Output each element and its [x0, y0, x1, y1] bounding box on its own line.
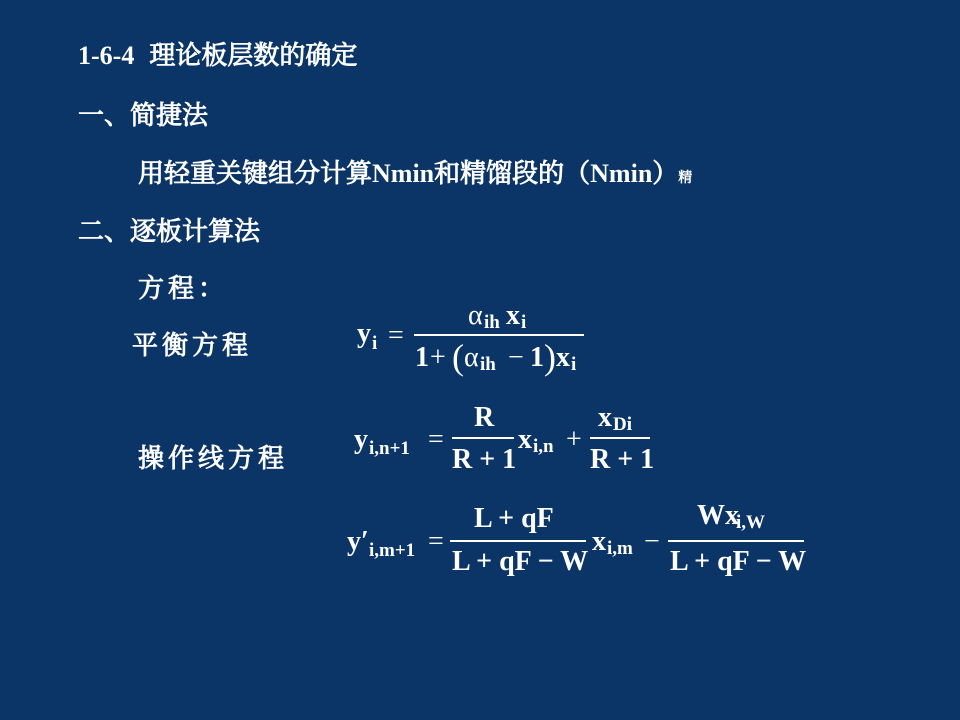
eq3-frac2-den: L + qF − W — [670, 546, 807, 577]
eq2-lhs: y — [354, 424, 368, 455]
eq3-lhs: y′ — [347, 526, 369, 557]
balance-equation-label: 平衡方程 — [132, 331, 253, 361]
eq3-frac1-bar — [450, 540, 586, 542]
eq1-den-rparen: ) — [544, 337, 556, 377]
eq1-lhs: y — [357, 318, 371, 349]
eq2-x-sub: i,n — [533, 436, 554, 457]
eq1-den-minus: − — [508, 342, 524, 373]
eq3-frac1-den: L + qF − W — [452, 546, 589, 577]
eq3-frac2-num-sub: i,W — [736, 512, 766, 533]
eq1-num-x-sub: i — [521, 312, 527, 333]
equations-label: 方程： — [138, 274, 229, 304]
eq2-frac1-num: R — [474, 402, 495, 433]
eq1-den-x-sub: i — [571, 354, 577, 375]
desc-subscript: 精 — [678, 170, 693, 186]
eq1-num-alpha-sub: ih — [484, 312, 500, 333]
eq1-den-one2: 1 — [530, 342, 544, 373]
eq3-minus: − — [644, 526, 660, 557]
desc-nmin-2: Nmin — [590, 159, 653, 188]
desc-close: ） — [652, 159, 679, 189]
eq1-den-lparen: ( — [452, 337, 464, 377]
eq1-den-alpha: α — [464, 342, 479, 373]
eq1-den-x: x — [556, 342, 570, 373]
eq3-x: x — [592, 526, 606, 557]
eq3-frac2-num: Wx — [697, 500, 739, 531]
method2-heading: 二、逐板计算法 — [78, 217, 261, 247]
eq3-frac2-bar — [668, 540, 804, 542]
eq3-lhs-sub: i,m+1 — [369, 540, 416, 561]
eq2-frac2-num: x — [598, 402, 612, 433]
section-number: 1-6-4 — [78, 41, 135, 70]
desc-pre: 用轻重关键组分计算 — [138, 159, 373, 189]
eq1-den-alpha-sub: ih — [480, 354, 496, 375]
eq1-den-plus: + — [430, 342, 446, 373]
eq1-equals: = — [388, 320, 404, 351]
desc-nmin-1: Nmin — [372, 159, 435, 188]
method1-heading: 一、简捷法 — [78, 101, 209, 131]
eq1-lhs-sub: i — [372, 333, 378, 354]
operating-line-label: 操作线方程 — [138, 444, 289, 474]
eq1-den-one: 1 — [415, 342, 429, 373]
eq1-num-alpha: α — [468, 300, 483, 331]
desc-mid: 和精馏段的（ — [434, 159, 591, 189]
eq2-plus: + — [566, 424, 582, 455]
eq3-x-sub: i,m — [607, 538, 633, 559]
eq1-num-x: x — [506, 300, 520, 331]
eq2-lhs-sub: i,n+1 — [369, 438, 410, 459]
eq3-frac1-num: L + qF — [474, 503, 554, 534]
eq2-frac2-den: R + 1 — [590, 444, 655, 475]
eq2-frac1-den: R + 1 — [452, 444, 517, 475]
eq2-x: x — [518, 424, 532, 455]
eq2-equals: = — [428, 424, 444, 455]
eq3-equals: = — [428, 526, 444, 557]
eq2-frac2-num-sub: Di — [613, 414, 632, 435]
section-title-text: 理论板层数的确定 — [149, 41, 358, 71]
